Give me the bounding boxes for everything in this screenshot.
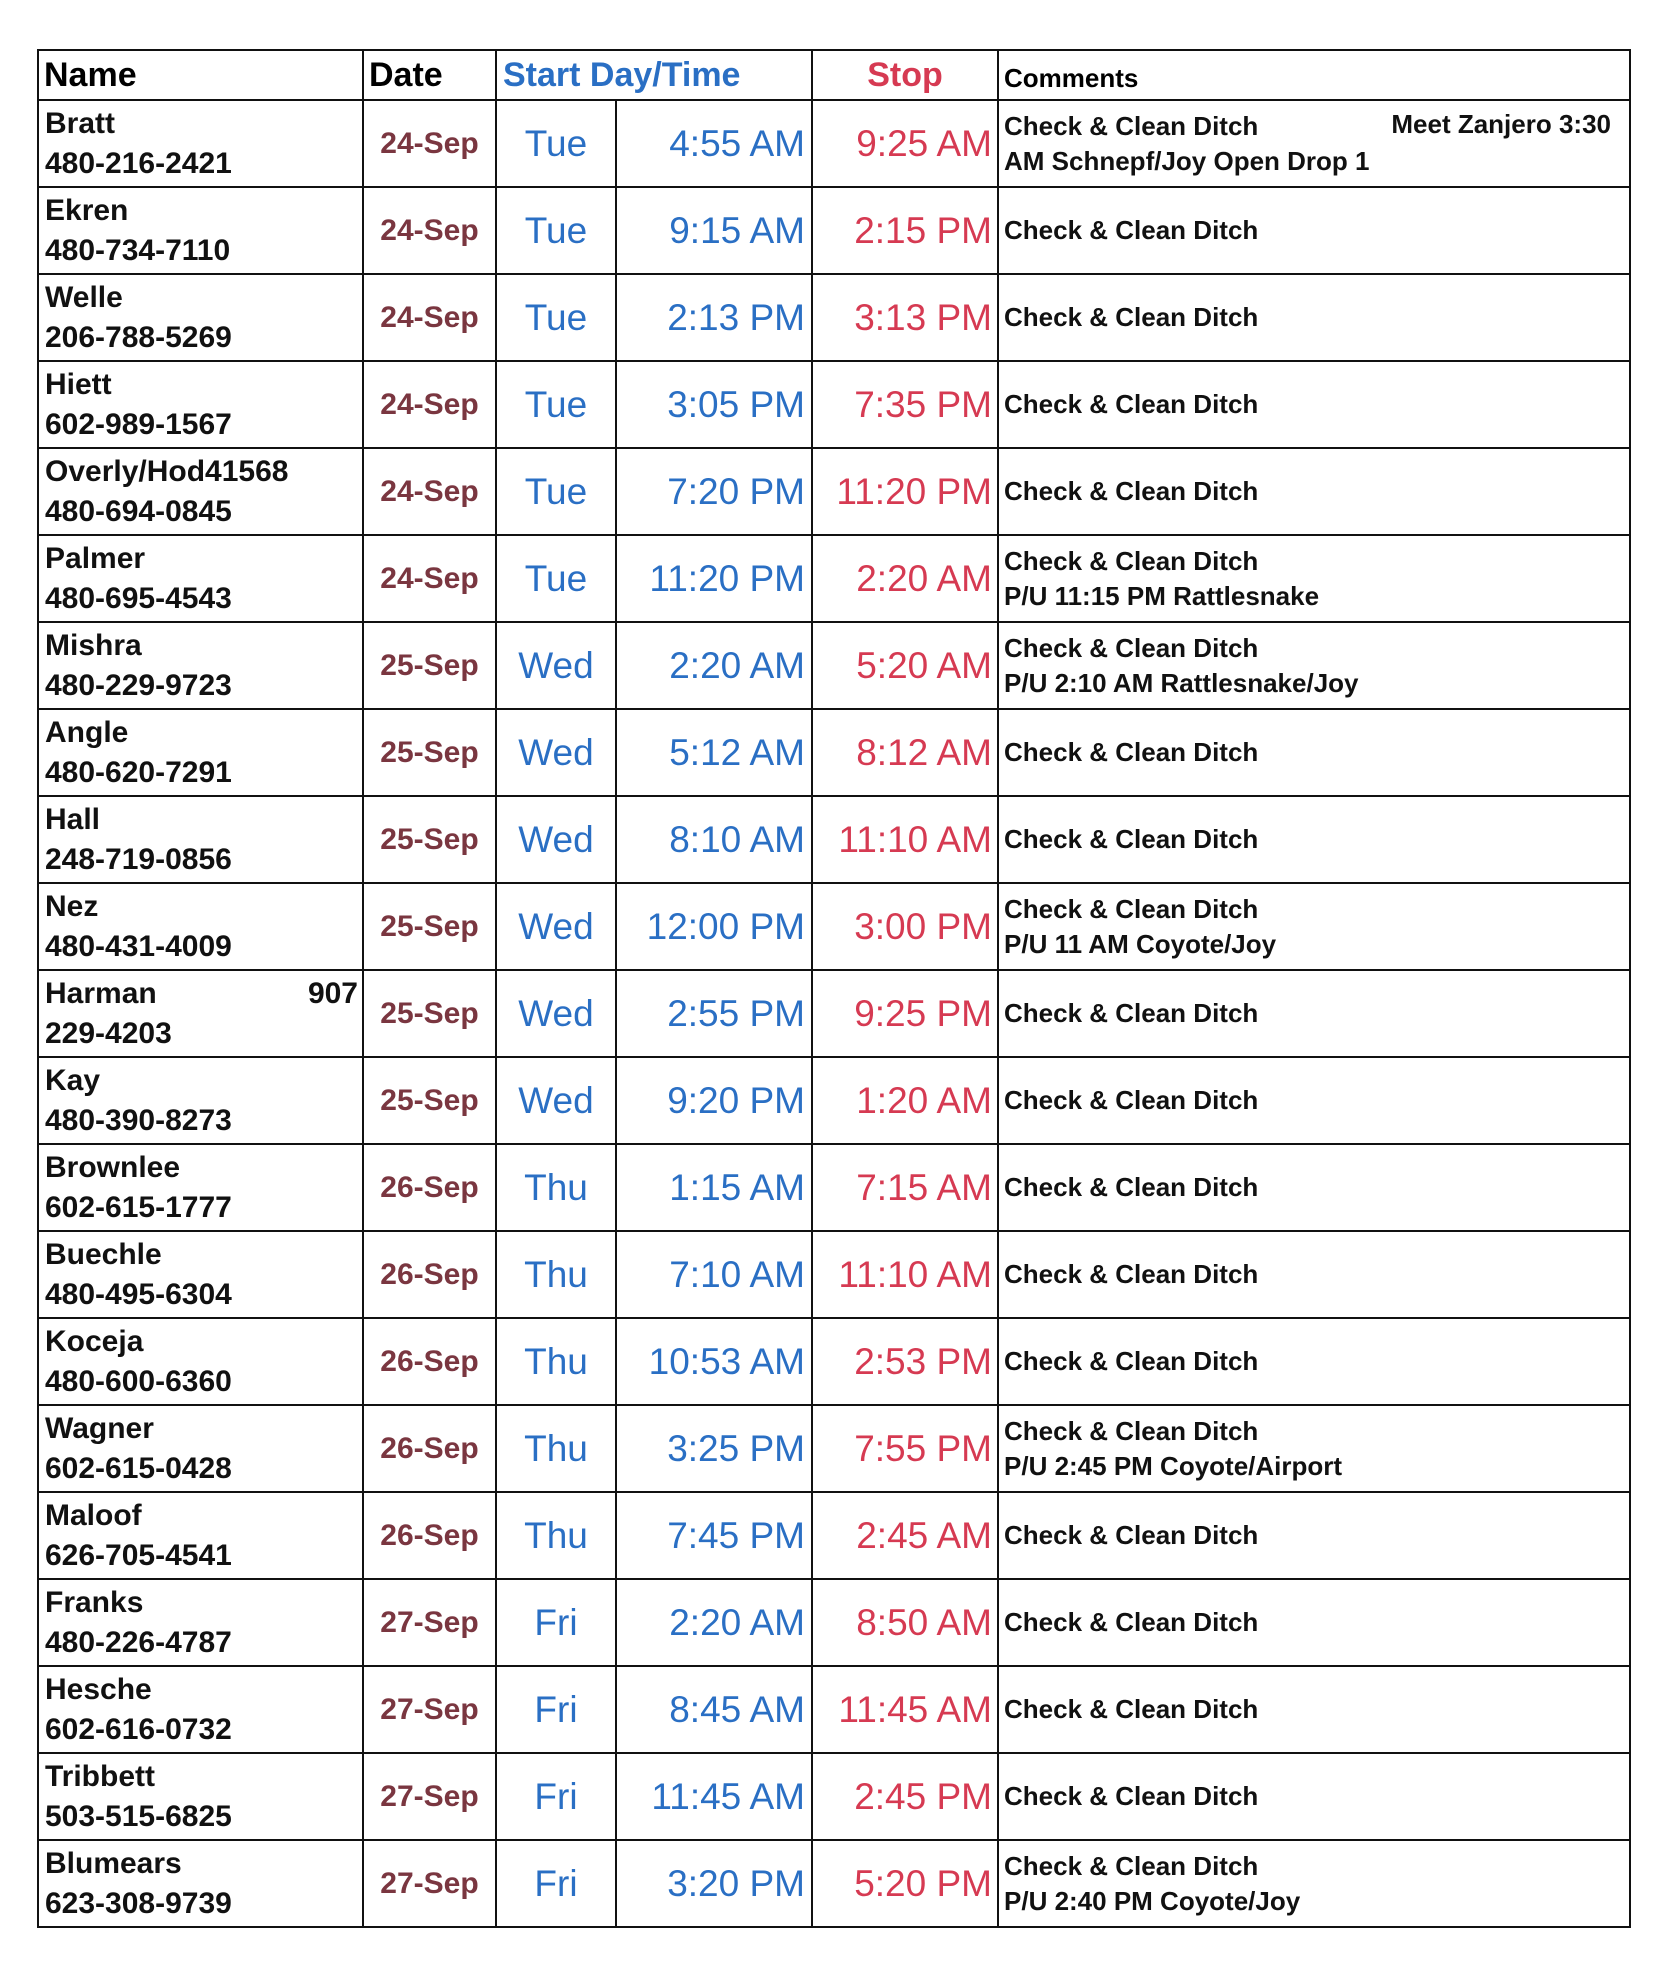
table-row: [38, 622, 1630, 709]
start-time-cell: 7:10 AM: [616, 1231, 812, 1318]
start-time-cell: 2:55 PM: [616, 970, 812, 1057]
date-cell: 26-Sep: [363, 1492, 496, 1579]
date-cell: 26-Sep: [363, 1144, 496, 1231]
stop-time-cell: 3:13 PM: [812, 274, 998, 361]
start-day-cell: Tue: [496, 361, 616, 448]
schedule-rows: [38, 100, 1630, 1927]
comment-cell: [998, 1753, 1630, 1840]
name-cell: [38, 1144, 363, 1231]
person-name: Buechle: [45, 1237, 162, 1271]
stop-time-cell: 2:15 PM: [812, 187, 998, 274]
header-comments: Comments: [998, 50, 1630, 100]
date-cell: 25-Sep: [363, 709, 496, 796]
person-name: Franks: [45, 1585, 144, 1619]
person-name: Welle: [45, 280, 123, 314]
phone-number: 623-308-9739: [45, 1886, 232, 1920]
comment-line: Check & Clean Ditch: [1004, 1694, 1259, 1724]
comment-note: Meet Zanjero 3:30: [1391, 109, 1611, 139]
date-cell: 27-Sep: [363, 1666, 496, 1753]
person-name: Overly/Hod41568: [45, 454, 289, 488]
start-time-cell: 2:13 PM: [616, 274, 812, 361]
start-time-cell: 12:00 PM: [616, 883, 812, 970]
start-day-cell: Thu: [496, 1318, 616, 1405]
start-time-cell: 2:20 AM: [616, 1579, 812, 1666]
start-day-cell: Tue: [496, 100, 616, 187]
comment-cell: [998, 1666, 1630, 1753]
start-day-cell: Tue: [496, 448, 616, 535]
start-day-cell: Thu: [496, 1492, 616, 1579]
comment-cell: [998, 883, 1630, 970]
date-cell: 24-Sep: [363, 535, 496, 622]
start-day-cell: Tue: [496, 274, 616, 361]
date-cell: 26-Sep: [363, 1405, 496, 1492]
stop-time-cell: 7:15 AM: [812, 1144, 998, 1231]
comment-cell: [998, 796, 1630, 883]
comment-line: Check & Clean Ditch: [1004, 389, 1259, 419]
phone-number: 480-390-8273: [45, 1103, 232, 1137]
start-time-cell: 2:20 AM: [616, 622, 812, 709]
start-time-cell: 3:20 PM: [616, 1840, 812, 1927]
start-day-cell: Wed: [496, 796, 616, 883]
stop-time-cell: 2:45 PM: [812, 1753, 998, 1840]
comment-cell: [998, 1840, 1630, 1927]
phone-number: 480-229-9723: [45, 668, 232, 702]
phone-number: 206-788-5269: [45, 320, 232, 354]
comment-line: Check & Clean Ditch: [1004, 1607, 1259, 1637]
comment-cell: [998, 1318, 1630, 1405]
name-cell: [38, 535, 363, 622]
phone-number: 626-705-4541: [45, 1538, 232, 1572]
start-day-cell: Thu: [496, 1231, 616, 1318]
start-time-cell: 7:45 PM: [616, 1492, 812, 1579]
person-name: Blumears: [45, 1846, 182, 1880]
table-row: [38, 1753, 1630, 1840]
name-cell: [38, 1579, 363, 1666]
comment-cell: [998, 970, 1630, 1057]
name-cell: [38, 1840, 363, 1927]
comment-line: Check & Clean Ditch: [1004, 1415, 1259, 1446]
comment-line: Check & Clean Ditch: [1004, 1346, 1259, 1376]
date-cell: 25-Sep: [363, 970, 496, 1057]
phone-number: 248-719-0856: [45, 842, 232, 876]
name-cell: [38, 100, 363, 187]
person-name: Brownlee: [45, 1150, 181, 1184]
table-row: [38, 448, 1630, 535]
start-time-cell: 5:12 AM: [616, 709, 812, 796]
date-cell: 24-Sep: [363, 100, 496, 187]
person-name: Harman: [45, 976, 157, 1010]
stop-time-cell: 1:20 AM: [812, 1057, 998, 1144]
comment-cell: [998, 622, 1630, 709]
phone-number: 480-734-7110: [45, 233, 231, 267]
name-cell: [38, 274, 363, 361]
table-row: [38, 1492, 1630, 1579]
header-row: [38, 50, 1630, 100]
phone-number: 480-694-0845: [45, 494, 232, 528]
comment-cell: [998, 1057, 1630, 1144]
start-day-cell: Wed: [496, 1057, 616, 1144]
comment-line: Check & Clean Ditch: [1004, 302, 1259, 332]
start-day-cell: Fri: [496, 1753, 616, 1840]
comment-cell: [998, 1144, 1630, 1231]
person-name: Koceja: [45, 1324, 144, 1358]
comment-cell: [998, 361, 1630, 448]
name-cell: [38, 883, 363, 970]
date-cell: 24-Sep: [363, 274, 496, 361]
name-cell: [38, 709, 363, 796]
date-cell: 27-Sep: [363, 1753, 496, 1840]
stop-time-cell: 11:10 AM: [812, 796, 998, 883]
person-name: Kay: [45, 1063, 101, 1097]
phone-number: 480-620-7291: [45, 755, 232, 789]
person-name: Wagner: [45, 1411, 154, 1445]
stop-time-cell: 11:45 AM: [812, 1666, 998, 1753]
stop-time-cell: 2:45 AM: [812, 1492, 998, 1579]
date-cell: 27-Sep: [363, 1579, 496, 1666]
person-name: Tribbett: [45, 1759, 155, 1793]
person-name: Nez: [45, 889, 99, 923]
person-name: Maloof: [45, 1498, 142, 1532]
comment-cell: [998, 274, 1630, 361]
start-day-cell: Tue: [496, 187, 616, 274]
stop-time-cell: 11:10 AM: [812, 1231, 998, 1318]
phone-number: 229-4203: [45, 1016, 172, 1050]
table-row: [38, 361, 1630, 448]
comment-line: Check & Clean Ditch: [1004, 1520, 1259, 1550]
header-date: Date: [363, 50, 496, 100]
name-cell: [38, 1318, 363, 1405]
table-row: [38, 274, 1630, 361]
name-cell: [38, 361, 363, 448]
name-cell: [38, 1405, 363, 1492]
stop-time-cell: 8:12 AM: [812, 709, 998, 796]
start-day-cell: Fri: [496, 1666, 616, 1753]
date-cell: 26-Sep: [363, 1231, 496, 1318]
phone-number: 503-515-6825: [45, 1799, 232, 1833]
start-time-cell: 8:45 AM: [616, 1666, 812, 1753]
comment-line: Check & Clean Ditch: [1004, 545, 1259, 576]
table-row: [38, 709, 1630, 796]
comment-line: Check & Clean Ditch: [1004, 1085, 1259, 1115]
table-row: [38, 1405, 1630, 1492]
start-day-cell: Wed: [496, 970, 616, 1057]
stop-time-cell: 8:50 AM: [812, 1579, 998, 1666]
header-name: Name: [38, 50, 363, 100]
date-cell: 24-Sep: [363, 361, 496, 448]
stop-time-cell: 7:55 PM: [812, 1405, 998, 1492]
person-name: Ekren: [45, 193, 129, 227]
date-cell: 25-Sep: [363, 796, 496, 883]
phone-number: 480-695-4543: [45, 581, 232, 615]
name-cell: [38, 1057, 363, 1144]
table-row: [38, 100, 1630, 187]
date-cell: 26-Sep: [363, 1318, 496, 1405]
person-name: Mishra: [45, 628, 142, 662]
schedule-table: [37, 49, 1631, 1928]
comment-line: Check & Clean Ditch: [1004, 1781, 1259, 1811]
comment-line: Check & Clean Ditch: [1004, 110, 1259, 141]
start-time-cell: 7:20 PM: [616, 448, 812, 535]
phone-number: 480-216-2421: [45, 146, 232, 180]
name-cell: [38, 1492, 363, 1579]
name-cell: [38, 187, 363, 274]
start-day-cell: Tue: [496, 535, 616, 622]
comment-line: Check & Clean Ditch: [1004, 632, 1259, 663]
phone-number: 480-431-4009: [45, 929, 232, 963]
stop-time-cell: 5:20 PM: [812, 1840, 998, 1927]
table-row: [38, 1666, 1630, 1753]
date-cell: 24-Sep: [363, 448, 496, 535]
comment-cell: [998, 1579, 1630, 1666]
name-cell: [38, 1753, 363, 1840]
person-name: Angle: [45, 715, 129, 749]
phone-number: 480-495-6304: [45, 1277, 232, 1311]
comment-cell: [998, 1231, 1630, 1318]
comment-line: P/U 2:40 PM Coyote/Joy: [1004, 1885, 1301, 1916]
person-name: Bratt: [45, 106, 116, 140]
header-stop: Stop: [812, 50, 998, 100]
table-row: [38, 796, 1630, 883]
start-time-cell: 1:15 AM: [616, 1144, 812, 1231]
comment-cell: [998, 448, 1630, 535]
date-cell: 24-Sep: [363, 187, 496, 274]
name-cell: [38, 1666, 363, 1753]
start-day-cell: Thu: [496, 1144, 616, 1231]
phone-number: 602-615-0428: [45, 1451, 232, 1485]
comment-line: Check & Clean Ditch: [1004, 476, 1259, 506]
person-name: Palmer: [45, 541, 146, 575]
date-cell: 25-Sep: [363, 622, 496, 709]
date-cell: 27-Sep: [363, 1840, 496, 1927]
comment-line: Check & Clean Ditch: [1004, 737, 1259, 767]
name-cell: [38, 970, 363, 1057]
table-row: [38, 1840, 1630, 1927]
comment-line: P/U 2:45 PM Coyote/Airport: [1004, 1450, 1343, 1481]
comment-cell: [998, 709, 1630, 796]
comment-line: P/U 11:15 PM Rattlesnake: [1004, 580, 1320, 611]
comment-line: AM Schnepf/Joy Open Drop 1: [1004, 145, 1370, 176]
stop-time-cell: 9:25 AM: [812, 100, 998, 187]
table-row: [38, 1231, 1630, 1318]
comment-cell: [998, 535, 1630, 622]
table-row: [38, 535, 1630, 622]
comment-line: Check & Clean Ditch: [1004, 893, 1259, 924]
comment-cell: [998, 1492, 1630, 1579]
phone-number: 480-226-4787: [45, 1625, 232, 1659]
comment-line: Check & Clean Ditch: [1004, 1850, 1259, 1881]
table-row: [38, 970, 1630, 1057]
start-day-cell: Wed: [496, 622, 616, 709]
name-cell: [38, 622, 363, 709]
start-time-cell: 3:25 PM: [616, 1405, 812, 1492]
start-day-cell: Wed: [496, 709, 616, 796]
stop-time-cell: 2:20 AM: [812, 535, 998, 622]
name-cell: [38, 448, 363, 535]
comment-cell: [998, 100, 1630, 187]
start-time-cell: 11:45 AM: [616, 1753, 812, 1840]
comment-line: Check & Clean Ditch: [1004, 998, 1259, 1028]
person-name: Hesche: [45, 1672, 152, 1706]
start-time-cell: 11:20 PM: [616, 535, 812, 622]
table-row: [38, 883, 1630, 970]
phone-number: 480-600-6360: [45, 1364, 232, 1398]
start-day-cell: Fri: [496, 1840, 616, 1927]
stop-time-cell: 5:20 AM: [812, 622, 998, 709]
start-time-cell: 4:55 AM: [616, 100, 812, 187]
phone-prefix: 907: [307, 976, 358, 1010]
table-row: [38, 1144, 1630, 1231]
start-day-cell: Fri: [496, 1579, 616, 1666]
comment-line: Check & Clean Ditch: [1004, 1172, 1259, 1202]
comment-line: P/U 11 AM Coyote/Joy: [1004, 928, 1277, 959]
stop-time-cell: 2:53 PM: [812, 1318, 998, 1405]
stop-time-cell: 7:35 PM: [812, 361, 998, 448]
comment-line: Check & Clean Ditch: [1004, 1259, 1259, 1289]
person-name: Hall: [45, 802, 101, 836]
phone-number: 602-989-1567: [45, 407, 232, 441]
start-day-cell: Thu: [496, 1405, 616, 1492]
start-time-cell: 3:05 PM: [616, 361, 812, 448]
table-row: [38, 1318, 1630, 1405]
stop-time-cell: 3:00 PM: [812, 883, 998, 970]
table-row: [38, 1057, 1630, 1144]
start-day-cell: Wed: [496, 883, 616, 970]
person-name: Hiett: [45, 367, 112, 401]
start-time-cell: 9:20 PM: [616, 1057, 812, 1144]
start-time-cell: 8:10 AM: [616, 796, 812, 883]
date-cell: 25-Sep: [363, 1057, 496, 1144]
start-time-cell: 10:53 AM: [616, 1318, 812, 1405]
header-start-day-time: Start Day/Time: [496, 50, 812, 100]
name-cell: [38, 796, 363, 883]
phone-number: 602-616-0732: [45, 1712, 232, 1746]
comment-line: Check & Clean Ditch: [1004, 215, 1259, 245]
comment-line: Check & Clean Ditch: [1004, 824, 1259, 854]
date-cell: 25-Sep: [363, 883, 496, 970]
table-row: [38, 187, 1630, 274]
name-cell: [38, 1231, 363, 1318]
table-row: [38, 1579, 1630, 1666]
start-time-cell: 9:15 AM: [616, 187, 812, 274]
phone-number: 602-615-1777: [45, 1190, 232, 1224]
stop-time-cell: 11:20 PM: [812, 448, 998, 535]
comment-line: P/U 2:10 AM Rattlesnake/Joy: [1004, 667, 1359, 698]
comment-cell: [998, 1405, 1630, 1492]
comment-cell: [998, 187, 1630, 274]
stop-time-cell: 9:25 PM: [812, 970, 998, 1057]
